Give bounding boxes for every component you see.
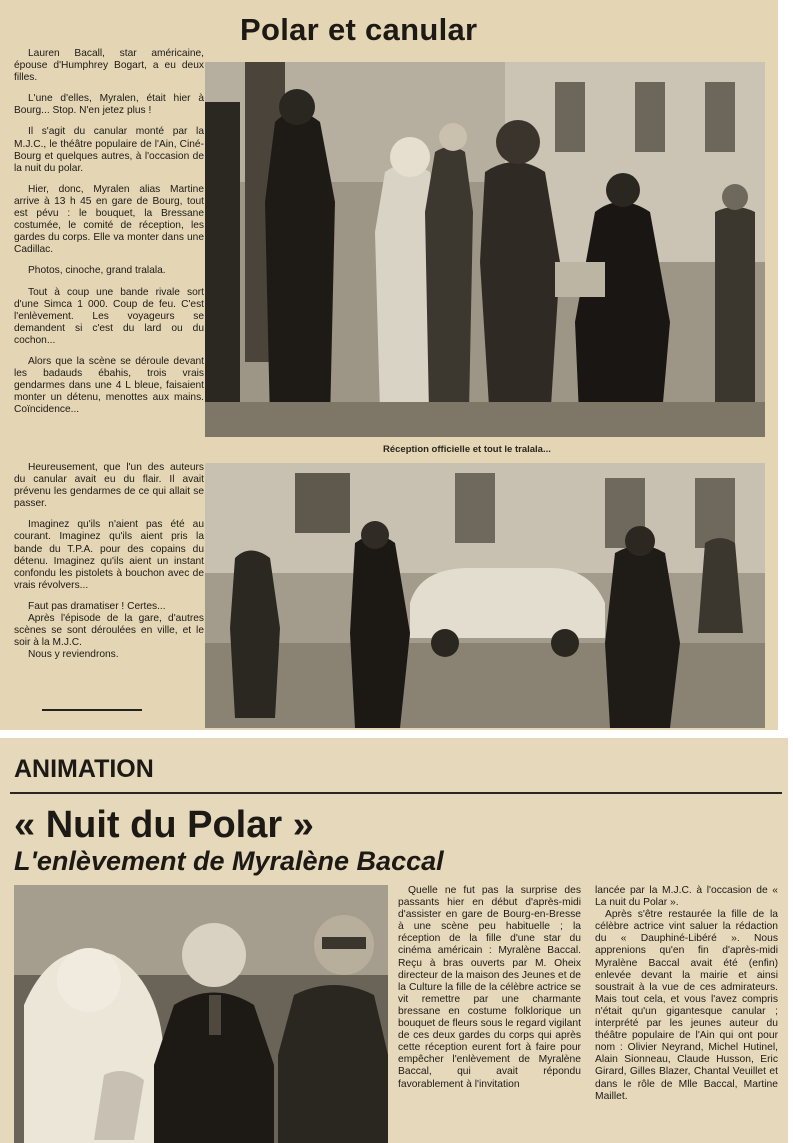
paragraph: Alors que la scène se déroule devant les badauds ébahis, trois vrais gendarmes dans une 4 L bleue, faisaient monter un détenu, menottes aux mains. Coïncidence... (14, 355, 204, 416)
paragraph: L'une d'elles, Myralen, était hier à Bourg... Stop. N'en jetez plus ! (14, 93, 204, 117)
article-column (398, 885, 581, 1091)
paragraph: Heureusement, que l'un des auteurs du canular avait eu du flair. Il avait prévenu les gendarmes de ce qui allait se passer. (14, 462, 204, 510)
reception-photo (205, 62, 765, 437)
paragraph: Après l'épisode de la gare, d'autres scènes se sont déroulées en ville, et le soir à la M.J.C. (14, 613, 204, 649)
article-column (14, 48, 204, 425)
paragraph: lancée par la M.J.C. à l'occasion de « La nuit du Polar ». (595, 885, 778, 909)
paragraph: Lauren Bacall, star américaine, épouse d'Humphrey Bogart, a eu deux filles. (14, 48, 204, 84)
paragraph: Quelle ne fut pas la surprise des passants hier en début d'après-midi d'assister en gare de Bourg-en-Bresse à une scène peu habituelle ; la réception de la fille d'une star du cinéma américain : Myralène Baccal. Reçu à bras ouverts par M. Oheix directeur de la maison des Jeunes et de la Culture la fille de la célèbre actrice se vit remettre par une charmante bressane en costume folklorique un bouquet de fleurs sous le regard vigilant de ces deux gardes du corps qui après cette réception eurent fort à faire pour empêcher l'enlèvement de Myralène Baccal, qui avait répondu favorablement à l'invitation (398, 885, 581, 1090)
headline: « Nuit du Polar » (14, 804, 314, 846)
paragraph: Après s'être restaurée la fille de la célèbre actrice vint saluer la rédaction du « Dauphiné-Libéré ». Nous apprenions qu'en fin d'après-midi Myralène Baccal avait été (enfin) enlevée devant la mairie et ainsi soustrait à la vue de ces admirateurs. Mais tout cela, et vous l'avez compris n'était qu'un gigantesque canular ; interprété par les jeunes auteur du théâtre populaire de l'Ain qui ont pour nom : Olivier Neyrand, Michel Hutinel, Alain Sionneau, Claude Husson, Eric Girard, Gilles Blazer, Chantal Veuillet et dans le rôle de Mlle Baccal, Martine Maillet. (595, 909, 778, 1102)
end-rule (42, 709, 142, 711)
article-column (595, 885, 778, 1103)
headline: Polar et canular (240, 12, 478, 47)
paragraph: Photos, cinoche, grand tralala. (28, 265, 166, 277)
section-label: ANIMATION (14, 755, 154, 783)
paragraph: Tout à coup une bande rivale sort d'une Simca 1 000. Coup de feu. C'est l'enlèvement. Les voyageurs se demandent si c'est du lard ou du cochon... (14, 286, 204, 346)
portrait-photo (14, 885, 388, 1143)
article-column-continued (14, 462, 204, 661)
paragraph: Faut pas dramatiser ! Certes... (28, 600, 166, 612)
street-scene-photo (205, 463, 765, 728)
paragraph: Hier, donc, Myralen alias Martine arrive à 13 h 45 en gare de Bourg, tout est pévu : le bouquet, la Bressane costumée, le comité de réception, les gardes du corps. Elle va monter dans une Cadillac. (14, 183, 204, 256)
paragraph: Nous y reviendrons. (28, 649, 119, 661)
paragraph: Il s'agit du canular monté par la M.J.C., le théâtre populaire de l'Ain, Ciné-Bourg et quelques autres, à l'occasion de la nuit du polar. (14, 126, 204, 174)
section-rule (10, 792, 782, 794)
paragraph: Imaginez qu'ils n'aient pas été au courant. Imaginez qu'ils aient pris la bande du T.P.A. pour des copains du détenu. Imaginez qu'ils aient un instant confondu les pistolets à bouchon avec de vrais révolvers... (14, 519, 204, 591)
photo-caption: Réception officielle et tout le tralala... (383, 444, 551, 455)
subheadline: L'enlèvement de Myralène Baccal (14, 846, 444, 876)
